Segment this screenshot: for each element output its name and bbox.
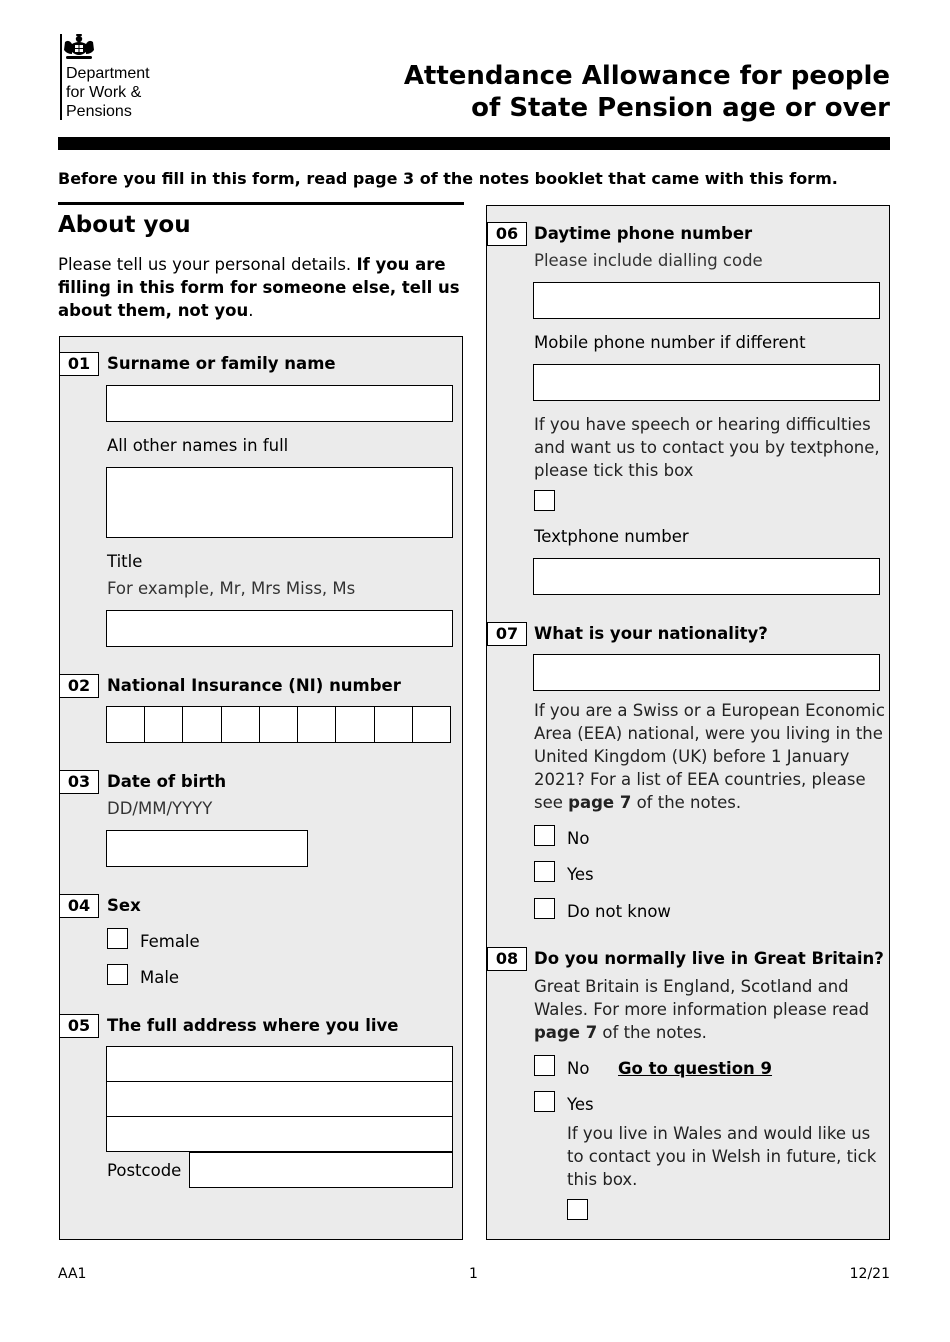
date-of-birth-input[interactable] [106,830,308,867]
ni-cell[interactable] [413,707,450,742]
eea-no-label: No [567,829,590,848]
form-code: AA1 [58,1266,87,1282]
ni-cell[interactable] [375,707,413,742]
question-number-03: 03 [59,770,99,794]
eea-page-reference: page 7 [568,793,632,812]
welsh-contact-instruction: If you live in Wales and would like us to contact you in Welsh in future, tick this box. [567,1124,877,1189]
eea-question-plain: If you are a Swiss or a European Economic Area (EEA) national, were you living in the United Kingdom (UK) before 1 January 2021? For a list of EEA countries, please see [534,701,885,812]
section-heading: About you [58,212,191,238]
other-names-label: All other names in full [107,436,289,455]
mobile-phone-input[interactable] [533,364,880,401]
question-number-08: 08 [487,947,527,971]
go-to-question-9-link[interactable] [618,1059,772,1078]
welsh-contact-checkbox[interactable] [567,1199,588,1220]
department-line-3: Pensions [66,103,132,120]
textphone-number-input[interactable] [533,558,880,595]
form-date: 12/21 [849,1266,890,1282]
form-title-line-2: of State Pension age or over [471,93,890,123]
ni-cell[interactable] [298,707,336,742]
male-option-label: Male [140,968,180,987]
section-description [58,253,468,322]
great-britain-no-label: No [567,1059,590,1078]
ni-cell[interactable] [145,707,183,742]
daytime-phone-input[interactable] [533,282,880,319]
eea-do-not-know-checkbox[interactable] [534,898,555,919]
form-title [404,60,890,124]
female-checkbox[interactable] [107,928,128,949]
section-rule [58,202,464,205]
female-option-label: Female [140,932,200,951]
ni-cell[interactable] [183,707,221,742]
textphone-checkbox[interactable] [534,490,555,511]
great-britain-no-checkbox[interactable] [534,1055,555,1076]
go-to-question-9-text: Go to question 9 [618,1059,773,1078]
eea-question-end: of the notes. [631,793,742,812]
eea-question-text [534,699,886,814]
textphone-number-label: Textphone number [534,527,689,546]
department-line-2: for Work & [66,84,142,101]
sex-label: Sex [107,896,141,915]
great-britain-yes-label: Yes [567,1095,594,1114]
daytime-phone-hint: Please include dialling code [534,251,763,270]
nationality-label: What is your nationality? [534,624,768,643]
question-number-06: 06 [487,222,527,246]
question-number-02: 02 [59,674,99,698]
other-names-input[interactable] [106,467,453,538]
department-logo-text [66,64,150,121]
postcode-label: Postcode [107,1161,182,1180]
section-description-bold: If you are filling in this form for someone else, tell us about them, not you [58,255,460,320]
male-checkbox[interactable] [107,964,128,985]
great-britain-label: Do you normally live in Great Britain? [534,949,884,968]
eea-no-checkbox[interactable] [534,825,555,846]
address-label: The full address where you live [107,1016,399,1035]
question-number-01: 01 [59,352,99,376]
form-title-line-1: Attendance Allowance for people [403,61,890,91]
section-description-end: . [248,301,254,320]
ni-cell[interactable] [222,707,260,742]
royal-crest-icon [60,32,98,62]
question-number-04: 04 [59,894,99,918]
postcode-input[interactable] [189,1152,453,1188]
great-britain-explanation-plain: Great Britain is England, Scotland and Wales. For more information please read [534,977,870,1019]
nationality-input[interactable] [533,654,880,691]
address-line-1-input[interactable] [106,1046,453,1082]
address-line-3-input[interactable] [106,1116,453,1152]
ni-number-label: National Insurance (NI) number [107,676,401,695]
great-britain-explanation-end: of the notes. [597,1023,707,1042]
eea-do-not-know-label: Do not know [567,902,671,921]
address-line-2-input[interactable] [106,1081,453,1117]
intro-instruction: Before you fill in this form, read page 3 of the notes booklet that came with this form. [58,169,838,188]
mobile-phone-label: Mobile phone number if different [534,333,806,352]
ni-cell[interactable] [107,707,145,742]
header-rule [58,137,890,150]
great-britain-yes-checkbox[interactable] [534,1091,555,1112]
ni-number-input[interactable] [106,706,451,743]
great-britain-explanation [534,975,886,1044]
department-line-1: Department [66,65,150,82]
title-input[interactable] [106,610,453,647]
title-hint: For example, Mr, Mrs Miss, Ms [107,579,356,598]
surname-label: Surname or family name [107,354,336,373]
ni-cell[interactable] [260,707,298,742]
ni-cell[interactable] [336,707,374,742]
logo-divider [60,34,62,120]
date-of-birth-hint: DD/MM/YYYY [107,799,213,818]
question-number-07: 07 [487,622,527,646]
eea-yes-checkbox[interactable] [534,861,555,882]
title-label: Title [107,552,143,571]
surname-input[interactable] [106,385,453,422]
great-britain-page-reference: page 7 [534,1023,598,1042]
question-number-05: 05 [59,1014,99,1038]
section-description-plain: Please tell us your personal details. [58,255,357,274]
textphone-instruction: If you have speech or hearing difficulties and want us to contact you by textphone, please tick this box [534,415,880,480]
daytime-phone-label: Daytime phone number [534,224,753,243]
page-number: 1 [469,1266,478,1282]
eea-yes-label: Yes [567,865,594,884]
date-of-birth-label: Date of birth [107,772,227,791]
